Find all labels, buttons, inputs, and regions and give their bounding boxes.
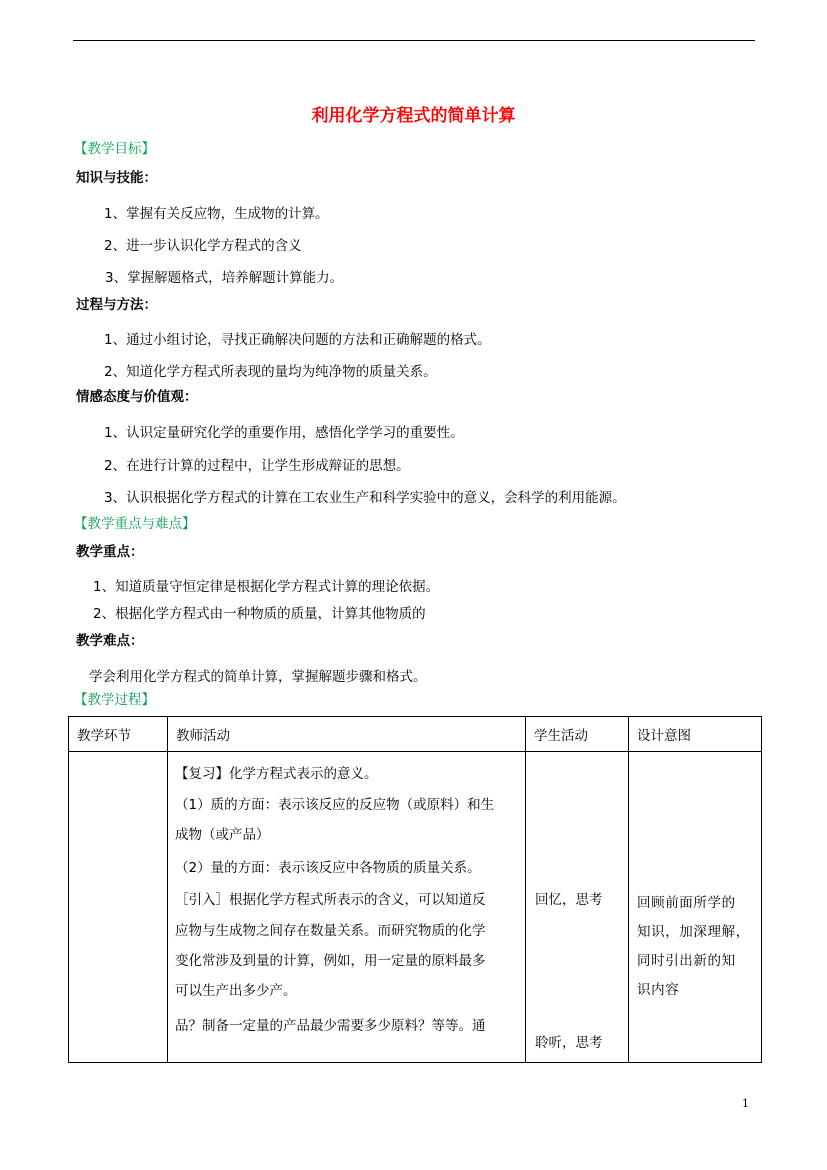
teacher-line: 【复习】化学方程式表示的意义。 xyxy=(175,766,378,782)
teacher-line: 应物与生成物之间存在数量关系。而研究物质的化学 xyxy=(175,923,486,939)
teacher-line: 变化常涉及到量的计算，例如，用一定量的原料最多 xyxy=(175,953,486,969)
process-heading: 过程与方法： xyxy=(76,297,157,313)
page-number: 1 xyxy=(742,1097,749,1110)
knowledge-heading: 知识与技能： xyxy=(76,170,157,186)
design-line: 同时引出新的知 xyxy=(637,953,736,969)
teacher-line: 可以生产出多少产。 xyxy=(175,983,297,999)
teaching-step-cell xyxy=(69,752,168,1063)
teacher-activity-cell xyxy=(168,752,526,1063)
teacher-line: 品？制备一定量的产品最少需要多少原料？等等。通 xyxy=(175,1018,486,1034)
header-teaching-step: 教学环节 xyxy=(69,717,168,752)
table-row xyxy=(69,752,762,1063)
teacher-line: 成物（或产品） xyxy=(175,827,270,843)
focus-item: 1、知道质量守恒定律是根据化学方程式计算的理论依据。 xyxy=(93,579,440,595)
knowledge-item: 3、掌握解题格式，培养解题计算能力。 xyxy=(105,270,344,286)
attitude-item: 1、认识定量研究化学的重要作用，感悟化学学习的重要性。 xyxy=(104,425,464,441)
header-design-intent: 设计意图 xyxy=(629,717,762,752)
difficulty-text: 学会利用化学方程式的简单计算，掌握解题步骤和格式。 xyxy=(89,669,427,685)
knowledge-item: 2、进一步认识化学方程式的含义 xyxy=(104,238,302,254)
difficulty-heading: 教学难点： xyxy=(76,633,144,649)
design-line: 回顾前面所学的 xyxy=(637,895,736,911)
attitude-item: 3、认识根据化学方程式的计算在工农业生产和科学实验中的意义，会科学的利用能源。 xyxy=(104,490,626,506)
attitude-item: 2、在进行计算的过程中，让学生形成辩证的思想。 xyxy=(104,458,410,474)
teacher-line: （2）量的方面：表示该反应中各物质的质量关系。 xyxy=(175,860,481,876)
section-focus-difficulty: 【教学重点与难点】 xyxy=(74,516,196,532)
page-title: 利用化学方程式的简单计算 xyxy=(311,106,516,126)
focus-heading: 教学重点： xyxy=(76,544,144,560)
student-line: 聆听，思考 xyxy=(535,1035,603,1051)
design-line: 识内容 xyxy=(637,982,680,998)
focus-item: 2、根据化学方程式由一种物质的质量，计算其他物质的 xyxy=(93,606,426,622)
section-teaching-process: 【教学过程】 xyxy=(74,692,155,708)
student-line: 回忆，思考 xyxy=(535,892,603,908)
student-activity-cell xyxy=(526,752,629,1063)
header-student-activity: 学生活动 xyxy=(526,717,629,752)
header-rule xyxy=(73,40,755,41)
section-teaching-goals: 【教学目标】 xyxy=(74,141,155,157)
teacher-line: （1）质的方面：表示该反应的反应物（或原料）和生 xyxy=(175,797,495,813)
design-intent-cell xyxy=(629,752,762,1063)
header-teacher-activity: 教师活动 xyxy=(168,717,526,752)
process-item: 1、通过小组讨论，寻找正确解决问题的方法和正确解题的格式。 xyxy=(104,332,491,348)
knowledge-item: 1、掌握有关反应物，生成物的计算。 xyxy=(104,206,329,222)
table-header-row xyxy=(69,717,762,752)
process-item: 2、知道化学方程式所表现的量均为纯净物的质量关系。 xyxy=(104,364,437,380)
design-line: 知识，加深理解， xyxy=(637,924,750,940)
attitude-heading: 情感态度与价值观： xyxy=(76,389,198,405)
teacher-line: ［引入］根据化学方程式所表示的含义，可以知道反 xyxy=(175,892,486,908)
teaching-process-table xyxy=(68,716,762,1063)
